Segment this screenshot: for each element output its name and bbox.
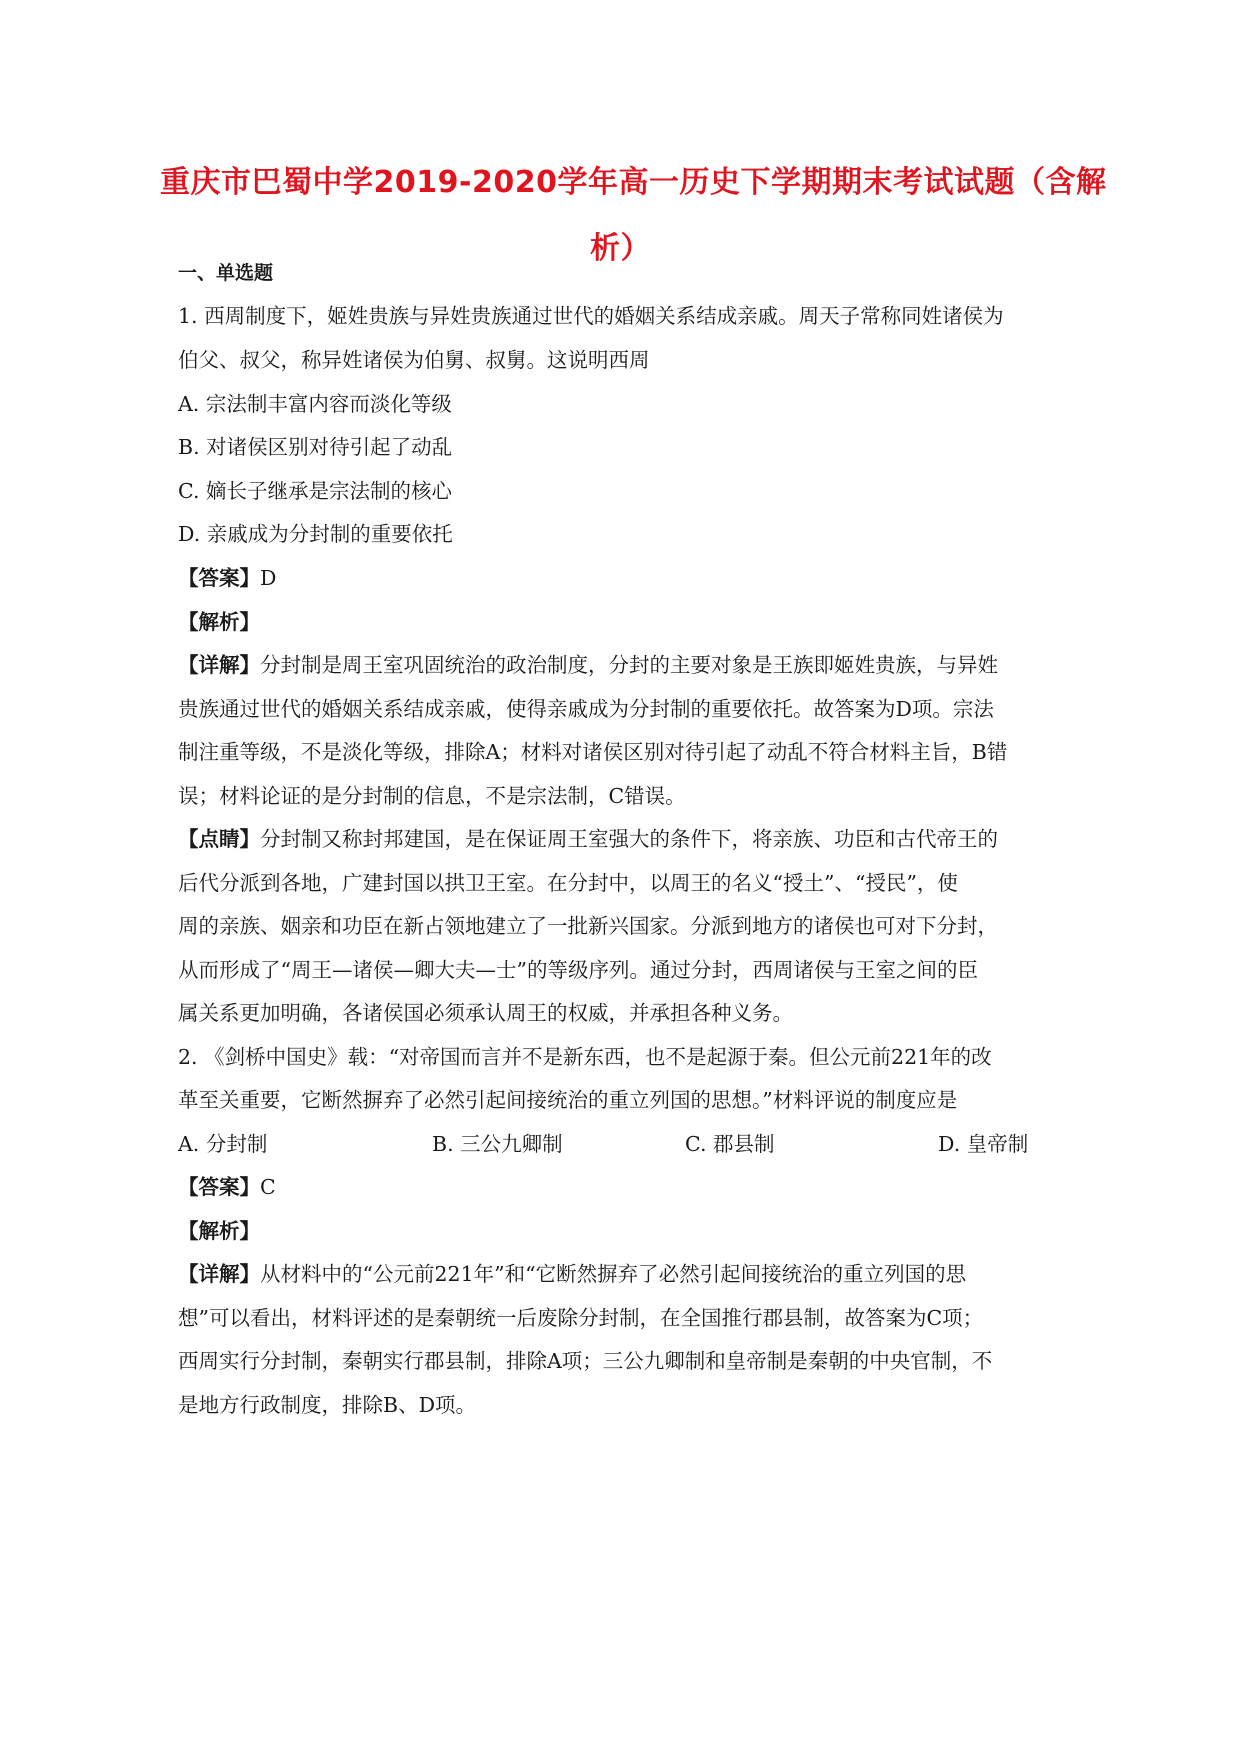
q1-stem-line-1: 1. 西周制度下，姬姓贵族与异姓贵族通过世代的婚姻关系结成亲戚。周天子常称同姓诸侯为 xyxy=(178,304,1004,328)
q1-tip-line-1 xyxy=(178,825,998,853)
q1-stem-line-2: 伯父、叔父，称异姓诸侯为伯舅、叔舅。这说明西周 xyxy=(178,348,650,372)
q1-tip-line-3: 周的亲族、姻亲和功臣在新占领地建立了一批新兴国家。分派到地方的诸侯也可对下分封， xyxy=(178,914,998,938)
q2-option-d: D. 皇帝制 xyxy=(938,1132,1029,1156)
q2-option-a: A. 分封制 xyxy=(178,1132,268,1156)
q1-detail-text-1: 分封制是周王室巩固统治的政治制度，分封的主要对象是王族即姬姓贵族，与异姓 xyxy=(260,653,998,677)
q2-answer-value: C xyxy=(260,1175,276,1199)
q2-detail-label: 【详解】 xyxy=(178,1262,260,1286)
q2-stem-line-1: 2. 《剑桥中国史》载：“对帝国而言并不是新东西，也不是起源于秦。但公元前221年的改 xyxy=(178,1045,992,1069)
q2-detail-line-3: 西周实行分封制，秦朝实行郡县制，排除A项；三公九卿制和皇帝制是秦朝的中央官制，不 xyxy=(178,1349,993,1373)
q2-answer xyxy=(178,1173,276,1201)
q1-answer xyxy=(178,564,276,592)
q2-detail-line-2: 想”可以看出，材料评述的是秦朝统一后废除分封制，在全国推行郡县制，故答案为C项； xyxy=(178,1306,984,1330)
q2-option-b: B. 三公九卿制 xyxy=(432,1132,563,1156)
q2-detail-line-1 xyxy=(178,1260,966,1288)
q1-tip-line-5: 属关系更加明确，各诸侯国必须承认周王的权威，并承担各种义务。 xyxy=(178,1001,793,1025)
q2-answer-label: 【答案】 xyxy=(178,1175,260,1199)
q1-answer-label: 【答案】 xyxy=(178,566,260,590)
q1-answer-value: D xyxy=(260,566,277,590)
q1-option-a: A. 宗法制丰富内容而淡化等级 xyxy=(178,392,452,416)
q1-detail-label: 【详解】 xyxy=(178,653,260,677)
q1-option-d: D. 亲戚成为分封制的重要依托 xyxy=(178,522,453,546)
q1-detail-line-4: 误；材料论证的是分封制的信息，不是宗法制，C错误。 xyxy=(178,784,686,808)
q1-tip-line-4: 从而形成了“周王—诸侯—卿大夫—士”的等级序列。通过分封，西周诸侯与王室之间的臣 xyxy=(178,958,978,982)
q1-detail-line-3: 制注重等级，不是淡化等级，排除A；材料对诸侯区别对待引起了动乱不符合材料主旨，B错 xyxy=(178,740,1008,764)
q1-tip-label: 【点睛】 xyxy=(178,827,260,851)
q1-option-b: B. 对诸侯区别对待引起了动乱 xyxy=(178,435,453,459)
q1-tip-line-2: 后代分派到各地，广建封国以拱卫王室。在分封中，以周王的名义“授土”、“授民”，使 xyxy=(178,871,958,895)
q2-option-c: C. 郡县制 xyxy=(685,1132,775,1156)
q2-analysis-label: 【解析】 xyxy=(178,1219,260,1243)
q1-tip-text-1: 分封制又称封邦建国，是在保证周王室强大的条件下，将亲族、功臣和古代帝王的 xyxy=(260,827,998,851)
document-title-line-1: 重庆市巴蜀中学2019-2020学年高一历史下学期期末考试试题（含解 xyxy=(160,165,1107,200)
q2-detail-line-4: 是地方行政制度，排除B、D项。 xyxy=(178,1393,476,1417)
q1-option-c: C. 嫡长子继承是宗法制的核心 xyxy=(178,479,452,503)
section-heading: 一、单选题 xyxy=(178,262,274,284)
q2-stem-line-2: 革至关重要，它断然摒弃了必然引起间接统治的重立列国的思想。”材料评说的制度应是 xyxy=(178,1088,958,1112)
q1-detail-line-2: 贵族通过世代的婚姻关系结成亲戚，使得亲戚成为分封制的重要依托。故答案为D项。宗法 xyxy=(178,697,994,721)
document-title-line-2: 析） xyxy=(590,231,651,266)
q2-detail-text-1: 从材料中的“公元前221年”和“它断然摒弃了必然引起间接统治的重立列国的思 xyxy=(260,1262,967,1286)
q1-analysis-label: 【解析】 xyxy=(178,610,260,634)
q1-detail-line-1 xyxy=(178,651,998,679)
